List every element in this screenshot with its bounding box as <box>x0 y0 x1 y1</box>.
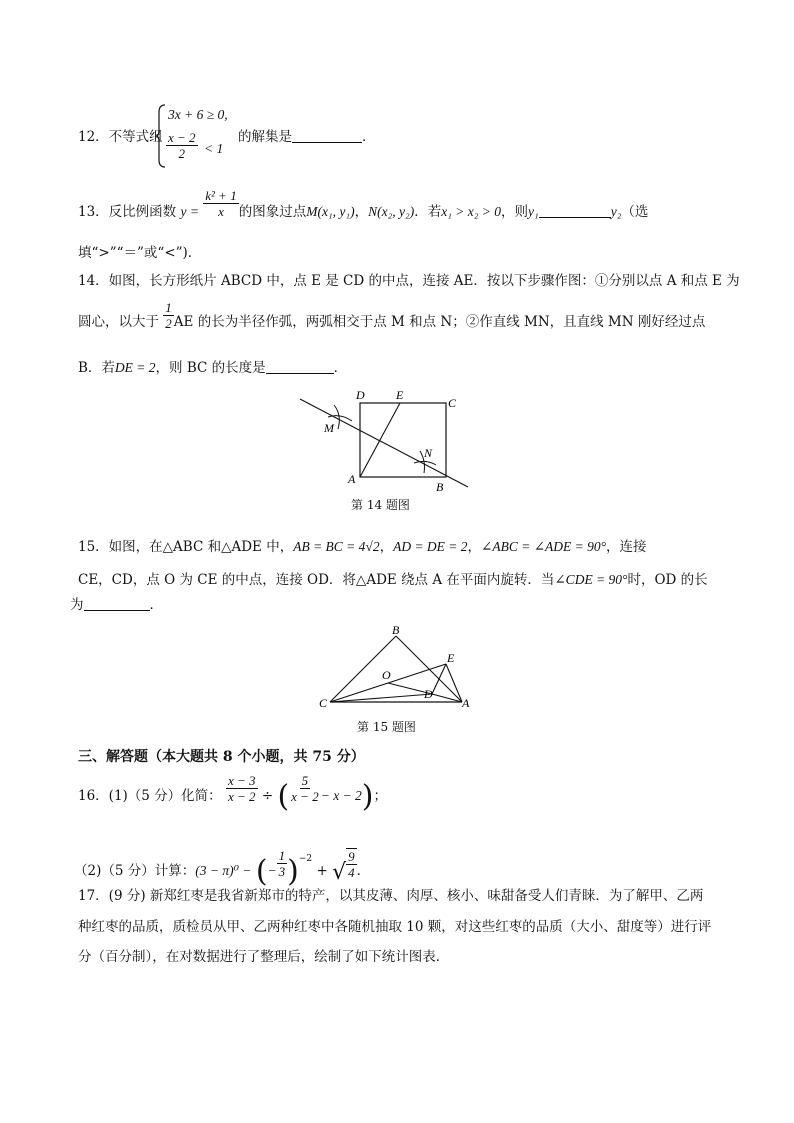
q15-figure <box>316 622 476 712</box>
q16-p2-exp: −2 <box>298 854 313 864</box>
q15-eq1: AB = BC = 4√2 <box>293 539 380 554</box>
q15-label-o: O <box>382 668 391 682</box>
q12-frac-num: x − 2 <box>168 130 196 145</box>
q14-label-n: N <box>424 446 433 460</box>
q16-p2-sq-den: 4 <box>348 864 355 880</box>
q14-figure <box>290 385 480 495</box>
q15-segment-ed <box>432 664 446 694</box>
q13-y1: y₁ <box>528 204 539 219</box>
q15-line2b: 时，OD 的长 <box>627 572 708 588</box>
q16-paren-open: ( <box>277 779 290 814</box>
q14-cond: DE = 2 <box>114 360 156 375</box>
q14-end: ． <box>333 360 348 376</box>
q14-answer-blank <box>266 359 334 374</box>
q14-line2a: 圆心，以大于 <box>78 314 159 330</box>
q16-p2-end: ． <box>356 863 371 879</box>
q16-p2-f-den: 3 <box>278 864 286 879</box>
q16-p1-prefix: 16．(1)（5 分）化简： <box>78 788 222 804</box>
q15-label-d: D <box>424 687 433 701</box>
q14-line1: 14．如图，长方形纸片 ABCD 中，点 E 是 CD 的中点，连接 AE．按以下步骤作图：①分别以点 A 和点 E 为 <box>78 273 740 289</box>
q15-caption: 第 15 题图 <box>357 720 416 734</box>
q14-rectangle <box>360 403 446 477</box>
q14-line-mn <box>300 399 468 487</box>
section3-title: 三、解答题（本大题共 8 个小题，共 75 分） <box>78 749 365 765</box>
q16-p2-minus: − <box>267 863 277 878</box>
q13-answer-blank <box>539 203 611 218</box>
q16-part2 <box>74 848 371 889</box>
q15-segment-cd <box>330 694 432 702</box>
q14-label-c: C <box>448 396 457 410</box>
q15-line2a: CE，CD，点 O 为 CE 的中点，连接 OD．将△ADE 绕点 A 在平面内旋转．当 <box>78 572 555 588</box>
q16-p2-sqrt-sign: √ <box>332 860 347 885</box>
q17-line3: 分（百分制），在对数据进行了整理后，绘制了如下统计图表． <box>78 949 450 965</box>
q13-frac-den: x <box>218 204 224 219</box>
q14-label-a: A <box>348 472 356 486</box>
q13-frac-num: k² + 1 <box>205 188 237 203</box>
q14-line3 <box>78 359 347 377</box>
q12-suffix: 的解集是 <box>238 129 292 145</box>
q12-suffix-row <box>238 128 376 146</box>
q14-caption: 第 14 题图 <box>351 498 410 512</box>
q16-p2-prefix: （2)（5 分）计算： <box>74 863 196 879</box>
q13-tail: （选 <box>621 204 649 220</box>
q14-half-den: 2 <box>165 316 172 331</box>
q15-line1 <box>78 538 647 556</box>
q13-prefix: 13．反比例函数 <box>78 204 177 220</box>
q15-eq3: ∠ABC = ∠ADE = 90° <box>481 539 607 554</box>
q16-p1-f2-den: x − 2 <box>291 789 319 804</box>
q13-y2: y₂ <box>610 204 622 219</box>
q13-line2: 填“>”“＝”或“<”)． <box>78 245 202 261</box>
q14-half-num: 1 <box>165 300 172 315</box>
q16-p1-f2-num: 5 <box>301 773 309 788</box>
q13-point-m: M(x₁, y₁) <box>306 204 355 219</box>
q15-segment-ea <box>446 664 462 702</box>
q16-p1-f1-den: x − 2 <box>227 789 256 804</box>
q13-row <box>78 188 649 221</box>
q16-div: ÷ <box>261 788 274 804</box>
q12-line1: 3x + 6 ≥ 0, <box>168 107 228 122</box>
q14-label-m: M <box>324 421 334 435</box>
q13-cond: x₁ > x₂ > 0 <box>441 204 502 219</box>
q17-line2: 种红枣的品质，质检员从甲、乙两种红枣中各随机抽取 10 颗，对这些红枣的品质（大小、甜度等）进行评 <box>78 919 712 935</box>
q15-line1b: ，连接 <box>606 539 647 555</box>
q14-line2 <box>78 300 706 331</box>
q15-sep2: ， <box>467 539 482 555</box>
q16-p1-end: ； <box>373 788 388 804</box>
q14-label-e: E <box>396 388 404 402</box>
q15-line1a: 15．如图，在△ABC 和△ADE 中， <box>78 539 294 555</box>
q15-label-a: A <box>462 696 470 710</box>
q14-label-d: D <box>356 388 365 402</box>
q15-answer-blank <box>84 596 150 611</box>
q16-p1-f1-num: x − 3 <box>227 773 256 788</box>
q12-end: ． <box>362 129 376 145</box>
q16-part1 <box>78 773 388 814</box>
q15-line2 <box>78 571 708 589</box>
q12-frac-den: 2 <box>178 146 186 161</box>
q16-p2-f-num: 1 <box>278 848 286 863</box>
q15-label-b: B <box>392 623 400 637</box>
q14-line2b: AE 的长为半径作弧，两弧相交于点 M 和点 N；②作直线 MN，且直线 MN 刚好经过点 <box>173 314 706 330</box>
q12-ineq: < 1 <box>204 141 224 156</box>
q16-p2-sq-num: 9 <box>348 848 355 864</box>
q15-sep1: ， <box>379 539 394 555</box>
q13-y-eq: y = <box>180 204 199 219</box>
q16-p2-paren-close: ) <box>287 854 299 889</box>
q14-segment-ae <box>360 403 400 477</box>
q16-p2-term1: (3 − π)⁰ − <box>195 863 252 878</box>
q13-mid3: ，则 <box>501 204 529 220</box>
q15-label-c: C <box>319 696 328 710</box>
q14-line3b: ，则 BC 的长度是 <box>155 360 266 376</box>
q16-p2-paren-open: ( <box>255 854 268 889</box>
q14-line3a: B．若 <box>78 360 115 376</box>
q15-eq2: AD = DE = 2 <box>393 539 468 554</box>
q12-prefix: 12．不等式组 <box>78 129 163 145</box>
q15-end: ． <box>149 597 163 613</box>
q14-label-b: B <box>436 480 444 494</box>
q15-line3a: 为 <box>70 597 84 613</box>
q13-mid1: 的图象过点 <box>238 204 307 220</box>
q16-paren-close: ) <box>361 779 374 814</box>
q13-point-n: N(x₂, y₂) <box>368 204 415 219</box>
q12-answer-blank <box>292 128 362 143</box>
q12-frac <box>166 130 198 161</box>
q16-p2-plus: + <box>316 863 328 879</box>
q15-label-e: E <box>447 651 455 665</box>
q15-eq4: ∠CDE = 90° <box>554 572 628 587</box>
q15-line3 <box>70 596 163 614</box>
q13-comma: ， <box>354 204 369 220</box>
q13-mid2: ．若 <box>414 204 442 220</box>
q16-p1-rest: − x − 2 <box>320 788 362 803</box>
q17-line1: 17．(9 分) 新郑红枣是我省新郑市的特产，以其皮薄、肉厚、核小、味甜备受人们青睐．为了解甲、乙两 <box>78 888 704 904</box>
